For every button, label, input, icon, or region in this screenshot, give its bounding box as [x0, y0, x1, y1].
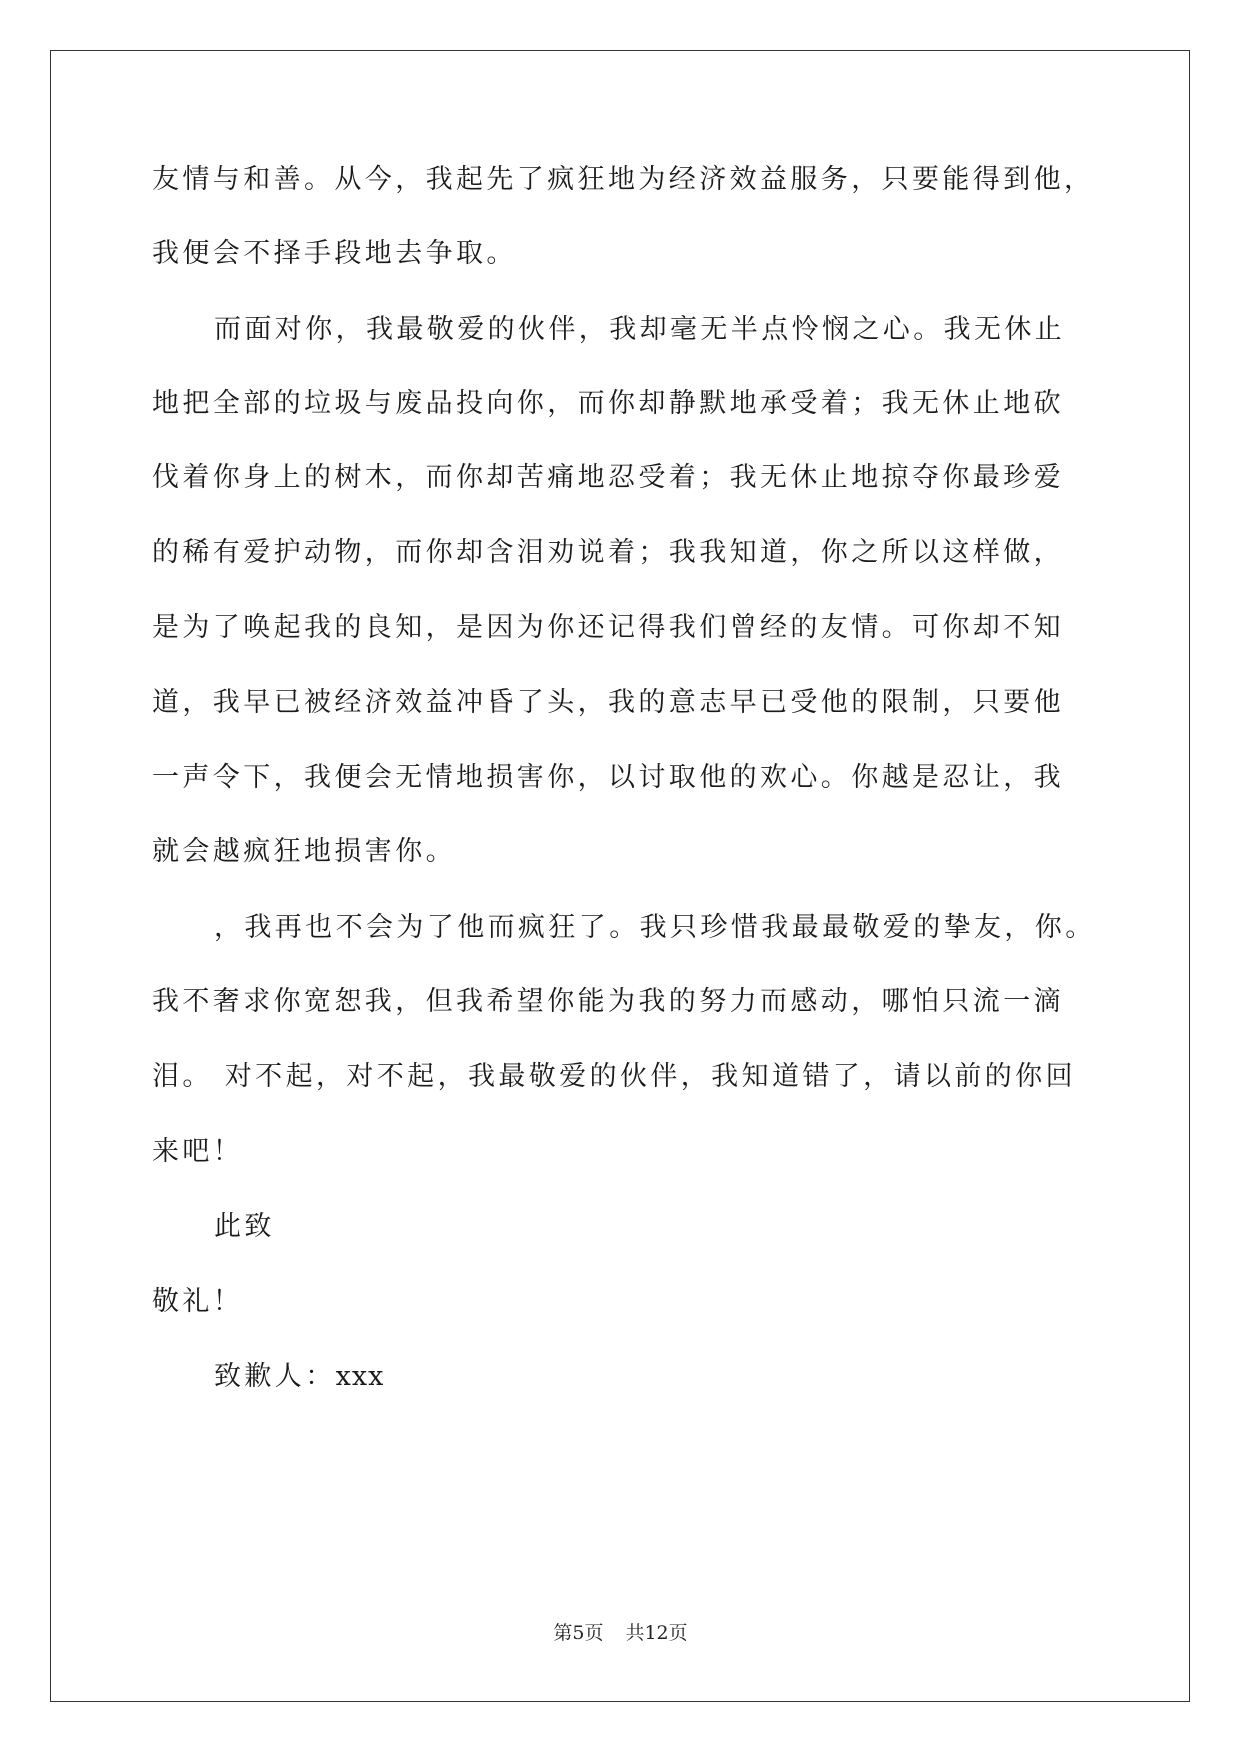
paragraph-line: 一声令下，我便会无情地损害你，以讨取他的欢心。你越是忍让，我 [152, 762, 1064, 793]
paragraph-line: ，我再也不会为了他而疯狂了。我只珍惜我最最敬爱的挚友，你。 [214, 912, 1096, 943]
signature-name: xxx [335, 1361, 385, 1392]
paragraph-line: 是为了唤起我的良知，是因为你还记得我们曾经的友情。可你却不知 [152, 612, 1064, 643]
salutation-line: 敬礼！ [152, 1286, 244, 1317]
paragraph-line: 而面对你，我最敬爱的伙伴，我却毫无半点怜悯之心。我无休止 [214, 314, 1066, 345]
paragraph-line: 伐着你身上的树木，而你却苦痛地忍受着；我无休止地掠夺你最珍爱 [152, 462, 1064, 493]
signature-line [214, 1357, 384, 1397]
paragraph-line: 我不奢求你宽恕我，但我希望你能为我的努力而感动，哪怕只流一滴 [152, 986, 1064, 1017]
closing-line: 此致 [214, 1211, 275, 1242]
page-number: 第5页 [553, 1622, 604, 1644]
signature-label: 致歉人： [214, 1361, 336, 1392]
paragraph-line: 友情与和善。从今，我起先了疯狂地为经济效益服务，只要能得到他， [152, 164, 1095, 195]
paragraph-line: 地把全部的垃圾与废品投向你，而你却静默地承受着；我无休止地砍 [152, 388, 1064, 419]
page-border [50, 50, 1190, 1702]
paragraph-line: 我便会不择手段地去争取。 [152, 238, 517, 269]
paragraph-line: 就会越疯狂地损害你。 [152, 836, 456, 867]
paragraph-line: 道，我早已被经济效益冲昏了头，我的意志早已受他的限制，只要他 [152, 687, 1064, 718]
paragraph-line: 泪。 对不起，对不起，我最敬爱的伙伴，我知道错了，请以前的你回 [152, 1061, 1076, 1092]
page-total: 共12页 [625, 1622, 688, 1644]
paragraph-line: 的稀有爱护动物，而你却含泪劝说着；我我知道，你之所以这样做， [152, 537, 1064, 568]
page-footer [0, 1618, 1241, 1645]
paragraph-line: 来吧！ [152, 1136, 244, 1167]
